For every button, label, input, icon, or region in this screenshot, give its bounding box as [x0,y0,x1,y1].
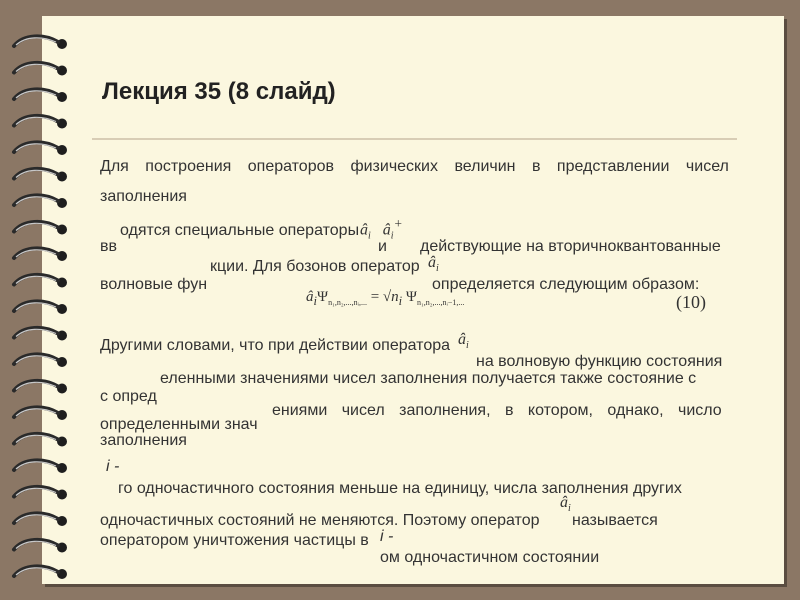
text-line-9: еленными значениями чисел заполнения получается также состояние с [160,370,697,387]
text-line-17b: i - [380,528,394,545]
spiral-ring [14,275,67,288]
text-line-6a: волновые фун [100,276,208,293]
spiral-ring [14,381,67,394]
spiral-ring [14,63,67,76]
operator-a-hat-2: $â_i$ [428,254,439,275]
text-line-16b: называется [572,512,658,529]
slide-title: Лекция 35 (8 слайд) [102,78,336,105]
spiral-ring [14,222,67,235]
spiral-ring [14,248,67,261]
spiral-ring [14,36,67,49]
text-line-2: заполнения [100,188,187,205]
spiral-ring [14,89,67,102]
text-line-17: оператором уничтожения частицы в [100,532,369,549]
spiral-ring [14,354,67,367]
divider [92,138,737,140]
text-line-3: одятся специальные операторы [120,222,360,239]
text-line-4c: действующие на вторичноквантованные [420,238,721,255]
spiral-ring [14,460,67,473]
text-line-5: кции. Для бозонов оператор [210,258,420,275]
text-line-11: ениями чисел заполнения, в котором, однако, число [272,402,722,419]
text-line-7: Другими словами, что при действии оператора [100,337,451,354]
text-line-15: го одночастичного состояния меньше на единицу, числа заполнения других [118,480,682,497]
text-line-1: Для построения операторов физических величин в представлении чисел [100,158,729,175]
text-line-6b: определяется следующим образом: [432,276,700,293]
text-line-18 [380,549,599,557]
spiral-ring [14,407,67,420]
text-line-13: заполнения [100,432,187,449]
text-line-12: определенными знач [100,416,258,433]
text-line-8: на волновую функцию состояния [476,353,723,370]
spiral-ring [14,142,67,155]
spiral-ring [14,540,67,553]
spiral-ring [14,513,67,526]
spiral-ring [14,169,67,182]
operator-a-hat-3: $â_i$ [458,331,469,352]
text-line-4b: и [378,238,387,255]
text-line-4a: вв [100,238,117,255]
spiral-ring [14,301,67,314]
text-line-10: с опред [100,388,157,405]
operator-a-hat-4: $â_i$ [560,494,571,515]
spiral-ring [14,195,67,208]
spiral-ring [14,566,67,579]
formula-10: $â_i\Psi_{n_1,n_2,...,nᵢ,...} = √n_i$ $\Psi_{n_1,n_2,...,nᵢ-1,...}$ [306,289,465,308]
spiral-ring [14,487,67,500]
operator-a-hat: $â_i$ $â_i^+$ [360,216,403,242]
text-line-14: i - [106,458,120,475]
spiral-ring [14,434,67,447]
equation-number: (10) [676,292,706,312]
text-line-16a: одночастичных состояний не меняются. Поэтому оператор [100,512,540,529]
spiral-binding [0,20,80,580]
spiral-ring [14,328,67,341]
spiral-ring [14,116,67,129]
